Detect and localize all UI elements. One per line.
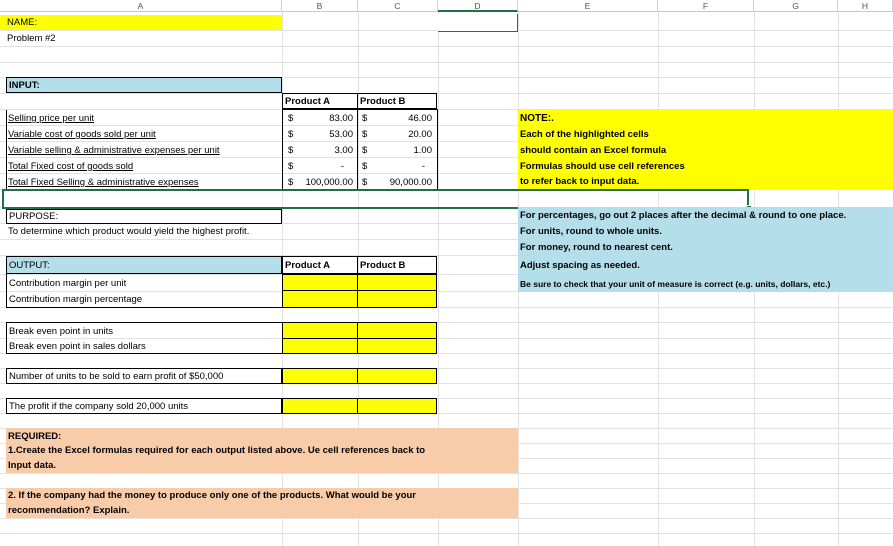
input-label: INPUT: (9, 80, 40, 91)
product-a-value: 83.00 (329, 113, 353, 124)
purpose-text: To determine which product would yield the highest profit. (8, 226, 250, 237)
formula-cell-be-units-b[interactable] (357, 322, 437, 339)
input-row-label: Selling price per unit (8, 113, 95, 124)
purpose-header-cell[interactable] (6, 209, 282, 224)
input-header-cell[interactable] (6, 77, 282, 93)
column-header-e[interactable]: E (518, 0, 658, 12)
product-b-value: 20.00 (408, 129, 432, 140)
formula-cell-be-units-a[interactable] (282, 322, 358, 339)
output-row-label: Break even point in sales dollars (9, 341, 146, 352)
input-product-a-header[interactable] (282, 93, 358, 109)
name-label: NAME: (7, 17, 38, 28)
currency-symbol: $ (288, 129, 294, 140)
currency-symbol: $ (362, 129, 368, 140)
column-header-a[interactable]: A (0, 0, 282, 12)
formula-cell-be-sales-a[interactable] (282, 338, 358, 354)
product-b-label: Product B (360, 260, 406, 271)
name-cell[interactable] (0, 15, 282, 30)
instruction-line: For money, round to nearest cent. (520, 242, 673, 253)
output-row-label: Contribution margin percentage (9, 294, 143, 305)
product-b-value: 1.00 (413, 145, 432, 156)
note-line: Each of the highlighted cells (520, 129, 649, 140)
cm-label-block (6, 274, 282, 308)
input-product-b-header[interactable] (357, 93, 437, 109)
break-even-label-block (6, 322, 282, 354)
note-box[interactable] (518, 109, 893, 189)
output-header-cell[interactable] (6, 256, 282, 274)
product-b-value: 90,000.00 (389, 177, 432, 188)
currency-symbol: $ (288, 145, 294, 156)
formula-cell-units-profit-b[interactable] (357, 368, 437, 384)
instruction-line: Adjust spacing as needed. (520, 260, 640, 271)
output-row-label: The profit if the company sold 20,000 units (9, 401, 189, 412)
output-product-a-header[interactable] (282, 256, 358, 274)
formula-cell-cm-unit-b[interactable] (357, 274, 437, 291)
problem-label: Problem #2 (7, 33, 56, 44)
instruction-line: For percentages, go out 2 places after the decimal & round to one place. (520, 210, 847, 221)
note-title: NOTE:. (520, 113, 554, 124)
instruction-line: For units, round to whole units. (520, 226, 662, 237)
required-1-text: 1.Create the Excel formulas required for each output listed above. Ue cell references back to (8, 445, 426, 456)
currency-symbol: $ (288, 113, 294, 124)
formula-cell-cm-pct-b[interactable] (357, 290, 437, 308)
blank-cell-d[interactable] (438, 14, 518, 32)
formula-cell-be-sales-b[interactable] (357, 338, 437, 354)
required-1-text-cont: Input data. (8, 460, 57, 471)
product-a-label: Product A (285, 96, 331, 107)
purpose-label: PURPOSE: (9, 211, 59, 222)
column-header-h[interactable]: H (838, 0, 893, 12)
product-b-value: 46.00 (408, 113, 432, 124)
product-b-label: Product B (360, 96, 406, 107)
required-label: REQUIRED: (8, 431, 62, 442)
formula-cell-cm-unit-a[interactable] (282, 274, 358, 291)
formula-cell-cm-pct-a[interactable] (282, 290, 358, 308)
product-a-value: 100,000.00 (305, 177, 353, 188)
formula-cell-profit-20000-a[interactable] (282, 398, 358, 414)
column-header-b[interactable]: B (282, 0, 358, 12)
currency-symbol: $ (362, 113, 368, 124)
output-label: OUTPUT: (9, 260, 50, 271)
product-a-value: 53.00 (329, 129, 353, 140)
currency-symbol: $ (362, 161, 368, 172)
required-2-block[interactable] (6, 488, 518, 518)
input-row-label: Variable selling & administrative expenses per unit (8, 145, 220, 156)
required-2-text-cont: recommendation? Explain. (8, 505, 130, 516)
output-row-label: Number of units to be sold to earn profit of $50,000 (9, 371, 224, 382)
required-2-text: 2. If the company had the money to produce only one of the products. What would be your (8, 490, 416, 501)
instructions-box[interactable] (518, 207, 893, 292)
units-profit-label-cell (6, 368, 282, 384)
note-line: should contain an Excel formula (520, 145, 667, 156)
profit-20000-label-cell (6, 398, 282, 414)
required-1-block[interactable] (6, 428, 518, 473)
selected-row-highlight[interactable] (2, 189, 749, 209)
input-row-label: Variable cost of goods sold per unit (8, 129, 156, 140)
input-row-label: Total Fixed Selling & administrative expenses (8, 177, 199, 188)
product-b-value: - (421, 161, 425, 172)
formula-cell-profit-20000-b[interactable] (357, 398, 437, 414)
output-product-b-header[interactable] (357, 256, 437, 274)
product-a-value: 3.00 (334, 145, 353, 156)
note-line: Formulas should use cell references (520, 161, 685, 172)
currency-symbol: $ (362, 145, 368, 156)
column-header-c[interactable]: C (358, 0, 438, 12)
formula-cell-units-profit-a[interactable] (282, 368, 358, 384)
product-a-label: Product A (285, 260, 331, 271)
output-row-label: Break even point in units (9, 326, 114, 337)
output-row-label: Contribution margin per unit (9, 278, 127, 289)
column-header-g[interactable]: G (754, 0, 838, 12)
currency-symbol: $ (288, 177, 294, 188)
column-header-f[interactable]: F (658, 0, 754, 12)
column-header-d[interactable]: D (438, 0, 518, 12)
currency-symbol: $ (288, 161, 294, 172)
input-row-label: Total Fixed cost of goods sold (8, 161, 134, 172)
instruction-line: Be sure to check that your unit of measure is correct (e.g. units, dollars, etc.) (520, 279, 831, 289)
currency-symbol: $ (362, 177, 368, 188)
product-a-value: - (340, 161, 344, 172)
note-line: to refer back to input data. (520, 176, 640, 187)
